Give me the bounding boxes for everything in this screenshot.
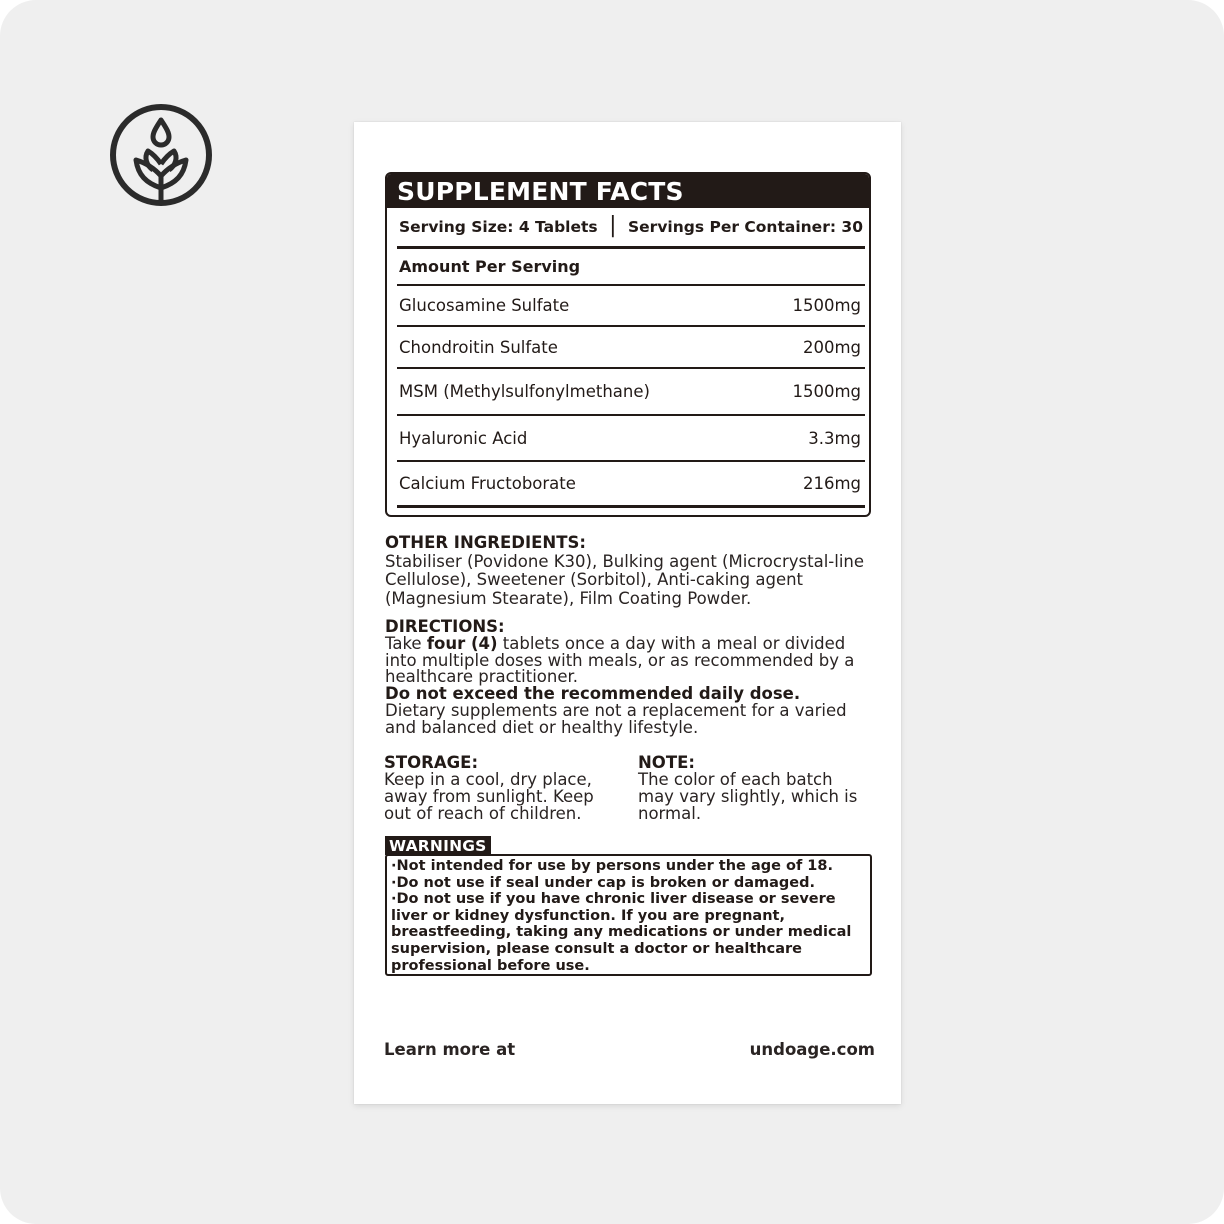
warning-line: ·Do not use if you have chronic liver disease or severe [391,891,836,908]
ingredient-amount: 216mg [802,474,861,493]
directions-rest: tablets once a day with a meal or divided into multiple doses with meals, or as recommended by a healthcare practitioner. [385,633,855,687]
ingredient-name: MSM (Methylsulfonylmethane) [399,382,650,401]
storage-heading: STORAGE: [384,753,479,772]
ingredient-row [397,327,865,369]
directions [385,619,865,737]
note-heading: NOTE: [638,753,695,772]
learn-more-text: Learn more at [384,1040,516,1059]
warnings-box [385,854,872,976]
warning-line: professional before use. [391,957,590,974]
amount-per-serving-label: Amount Per Serving [399,257,581,276]
ingredient-amount: 3.3mg [808,428,861,448]
ingredient-name: Glucosamine Sulfate [399,296,570,315]
ingredient-amount: 200mg [802,337,861,357]
note-text: The color of each batch may vary slightly, which is normal. [638,770,858,823]
directions-tail: Dietary supplements are not a replacement for a varied and balanced diet or healthy lifestyle. [385,700,847,737]
product-box-back [354,122,901,1104]
ingredient-row [397,416,865,462]
ingredient-amount: 1500mg [792,296,861,315]
facts-title: SUPPLEMENT FACTS [387,174,869,208]
warning-line: liver or kidney dysfunction. If you are pregnant, [391,907,785,924]
serving-size: Serving Size: 4 Tablets [399,218,598,236]
ingredient-row [397,286,865,327]
leaf-drop-icon [108,102,214,208]
ingredient-row [397,462,865,508]
directions-heading: DIRECTIONS: [385,617,505,636]
storage [384,754,624,822]
warning-line: ·Not intended for use by persons under the age of 18. [391,858,833,874]
warning-line: ·Do not use if seal under cap is broken or damaged. [391,874,816,891]
ingredient-name: Calcium Fructoborate [399,474,576,493]
note [638,754,868,822]
ingredient-row [397,369,865,416]
serving-info-row [397,208,865,249]
directions-warning: Do not exceed the recommended daily dose. [385,684,801,704]
storage-text: Keep in a cool, dry place, away from sunlight. Keep out of reach of children. [384,770,594,823]
warning-line: breastfeeding, taking any medications or under medical [391,924,852,941]
ingredient-amount: 1500mg [792,382,861,401]
website-text: undoage.com [749,1040,875,1059]
directions-take: Take [385,633,422,653]
directions-text [385,633,865,687]
directions-dose: four (4) [426,633,498,653]
warning-line: supervision, please consult a doctor or healthcare [391,940,802,957]
servings-per-container: Servings Per Container: 30 [628,218,863,236]
supplement-facts-panel [385,172,871,517]
other-ingredients-text: Stabiliser (Povidone K30), Bulking agent (Microcrystal-line Cellulose), Sweetener (Sorbitol), Anti-caking agent (Magnesium Stearate), Film Coating Powder. [385,551,865,608]
ingredient-name: Chondroitin Sulfate [399,337,558,357]
other-ingredients [385,534,875,608]
amount-per-serving [397,249,865,286]
serving-separator: | [609,213,617,238]
other-ingredients-heading: OTHER INGREDIENTS: [385,533,586,552]
warnings-heading: WARNINGS [385,836,491,855]
ingredient-name: Hyaluronic Acid [399,428,528,448]
